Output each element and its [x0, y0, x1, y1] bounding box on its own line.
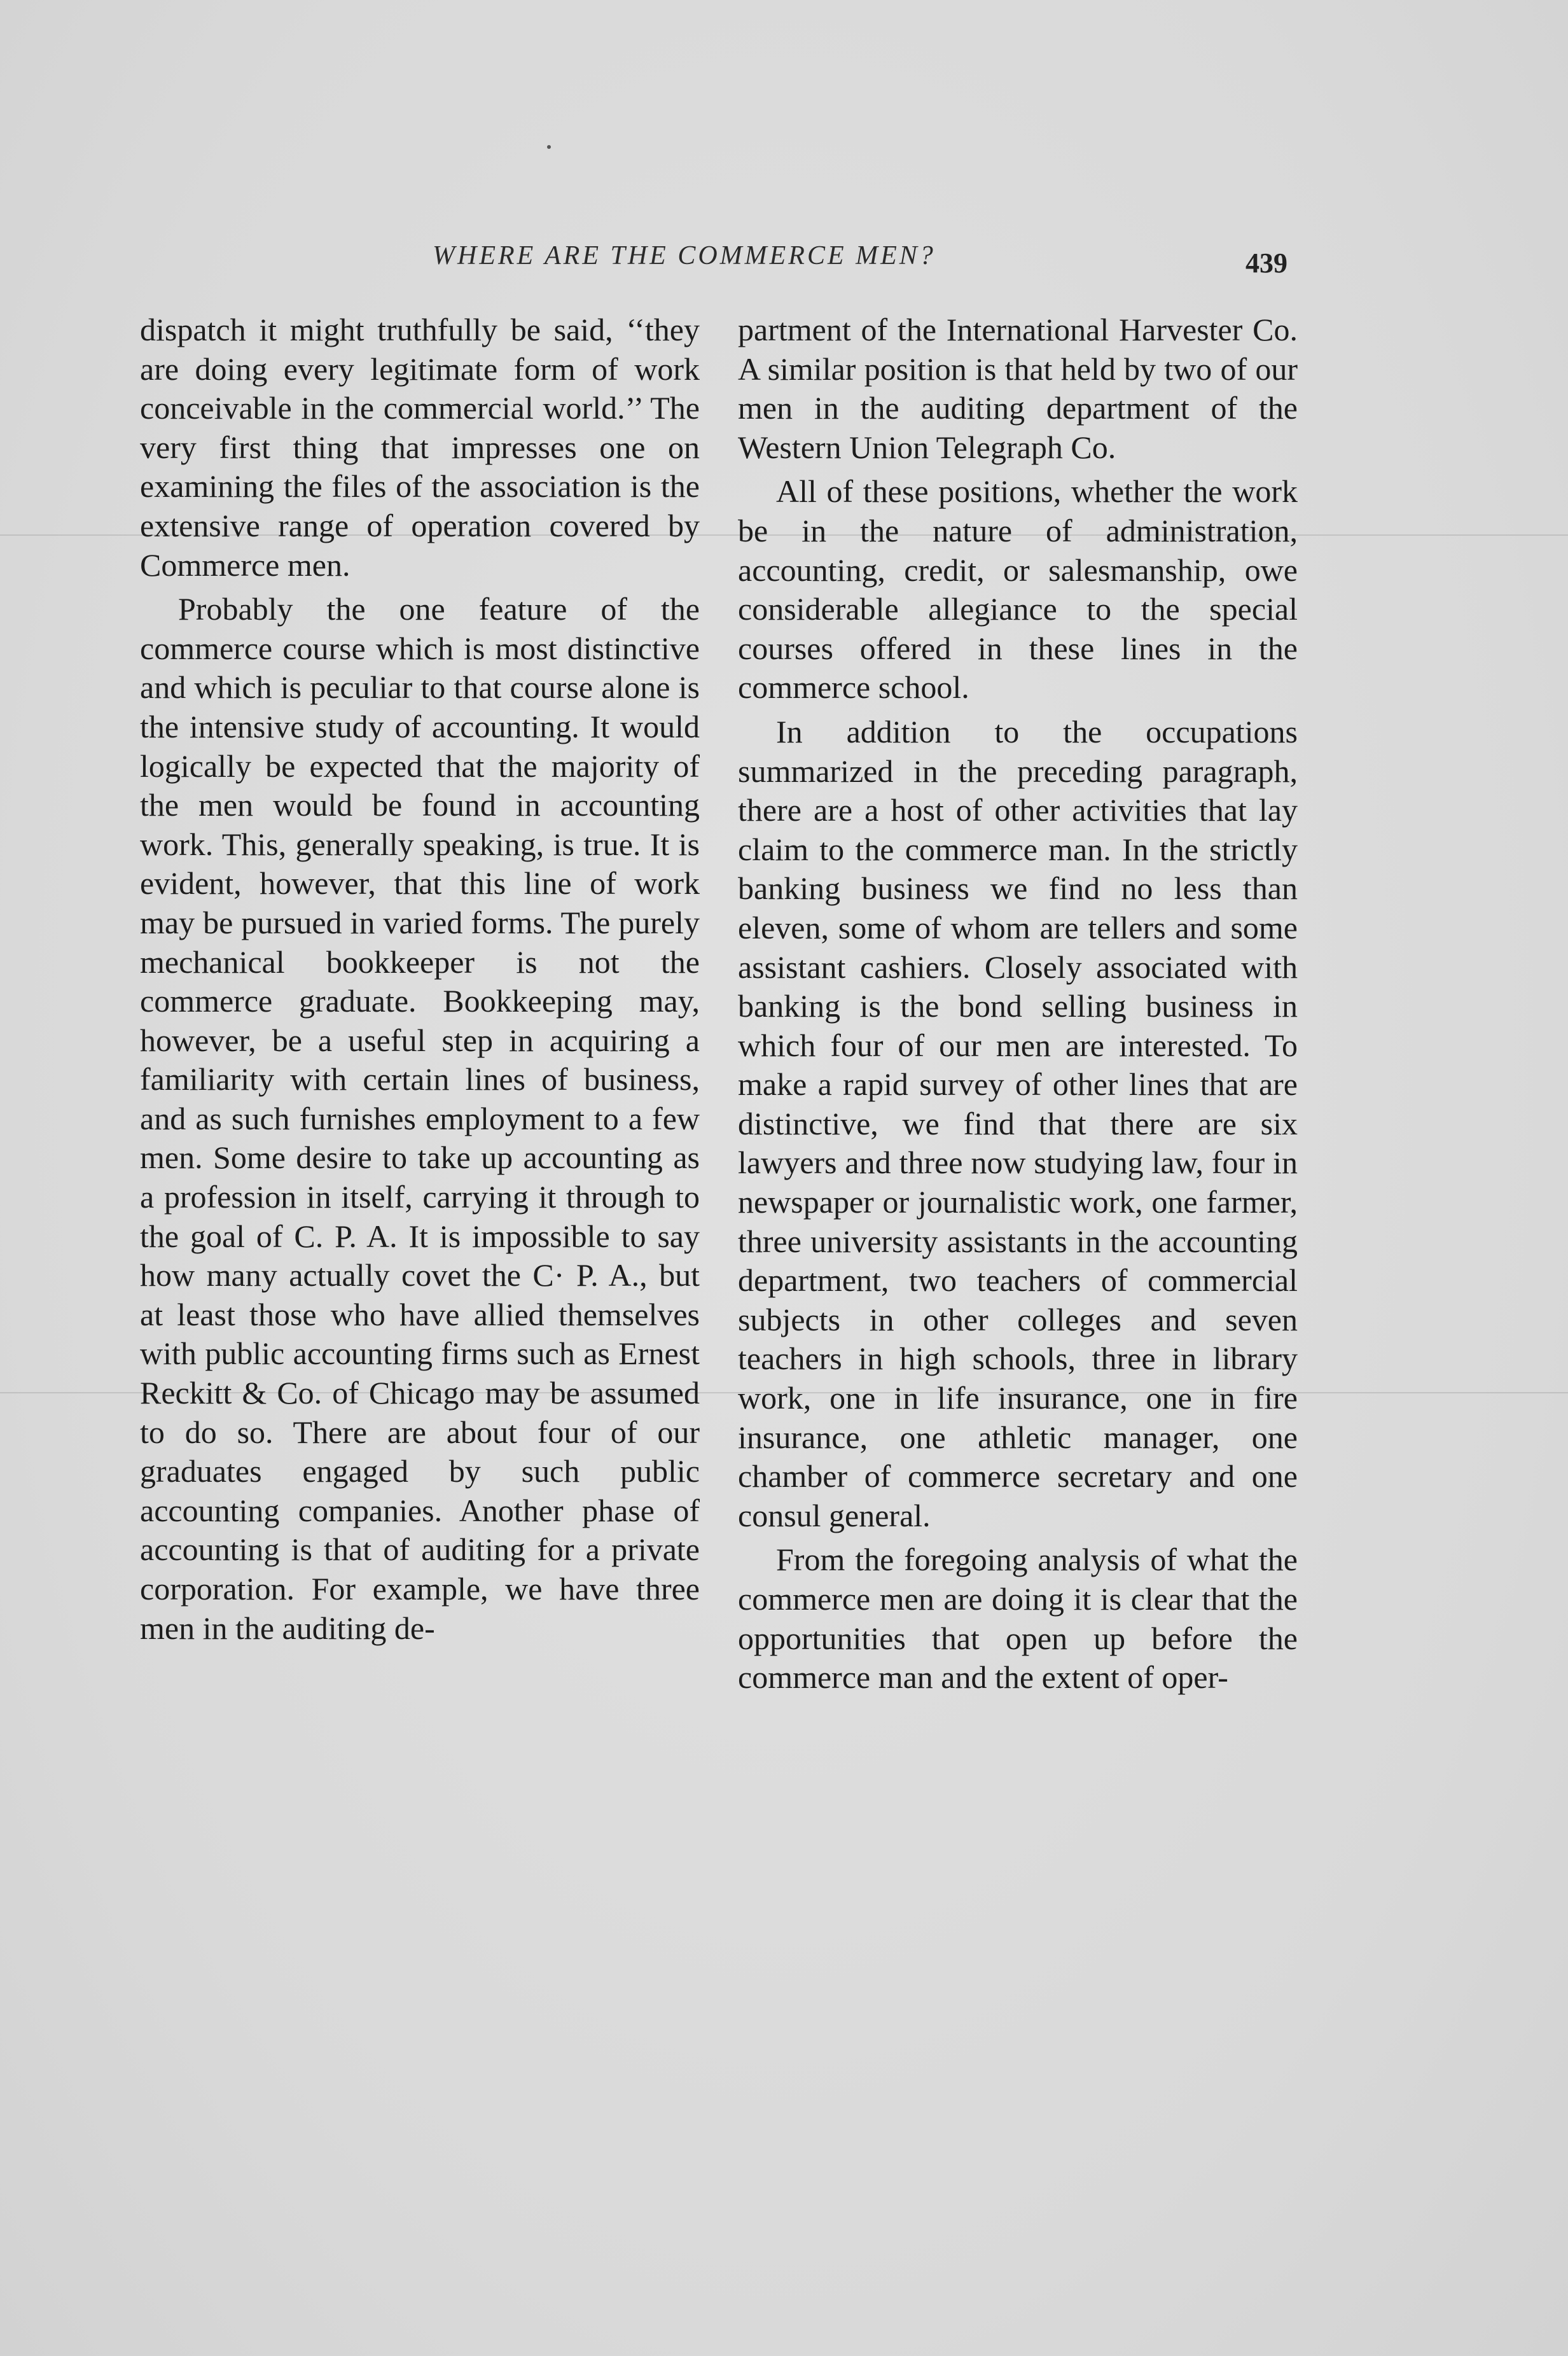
- right-column: [738, 310, 1298, 1697]
- page-number: 439: [1245, 247, 1287, 279]
- paragraph: In addition to the occupations summarized in the preceding paragraph, there are a host of other activities that lay claim to the commerce man. In the strictly banking business we find no less than eleven, some of whom are tellers and some assistant cashiers. Closely associated with banking is the bond selling business in which four of our men are interested. To make a rapid survey of other lines that are distinctive, we find that there are six lawyers and three now studying law, four in newspaper or journalistic work, one farmer, three university assistants in the accounting department, two teachers of commercial subjects in other colleges and seven teachers in high schools, three in library work, one in life insurance, one in fire insurance, one athletic manager, one chamber of commerce secretary and one consul general.: [738, 713, 1298, 1533]
- paragraph: All of these positions, whether the work be in the nature of administration, accounting, credit, or salesmanship, owe considerable allegiance to the special courses offered in these lines in the commerce school.: [738, 473, 1298, 706]
- ink-speck: [547, 145, 551, 149]
- paragraph: partment of the International Harvester Co. A similar position is that held by two of our men in the auditing department of the Western Union Telegraph Co.: [738, 312, 1298, 465]
- paragraph: From the foregoing analysis of what the commerce men are doing it is clear that the opportunities that open up before the commerce man and the extent of oper-: [738, 1542, 1298, 1696]
- paragraph: dispatch it might truthfully be said, ‘‘they are doing every legitimate form of work conceivable in the commercial world.’’ The very first thing that impresses one on examining the files of the association is the extensive range of operation covered by Commerce men.: [140, 312, 700, 583]
- running-title: WHERE ARE THE COMMERCE MEN?: [433, 241, 936, 270]
- paragraph: Probably the one feature of the commerce course which is most distinctive and which is peculiar to that course alone is the intensive study of accounting. It would logically be expected that the majority of the men would be found in accounting work. This, generally speaking, is true. It is evident, however, that this line of work may be pursued in varied forms. The purely mechanical bookkeeper is not the commerce graduate. Bookkeeping may, however, be a useful step in acquiring a familiarity with certain lines of business, and as such furnishes employment to a few men. Some desire to take up accounting as a profession in itself, carrying it through to the goal of C. P. A. It is impossible to say how many actually covet the C· P. A., but at least those who have allied themselves with public accounting firms such as Ernest Reckitt & Co. of Chicago may be assumed to do so. There are about four of our graduates engaged by such public accounting companies. Another phase of accounting is that of auditing for a private corporation. For example, we have three men in the auditing de-: [140, 591, 700, 1646]
- left-column: [140, 310, 700, 1648]
